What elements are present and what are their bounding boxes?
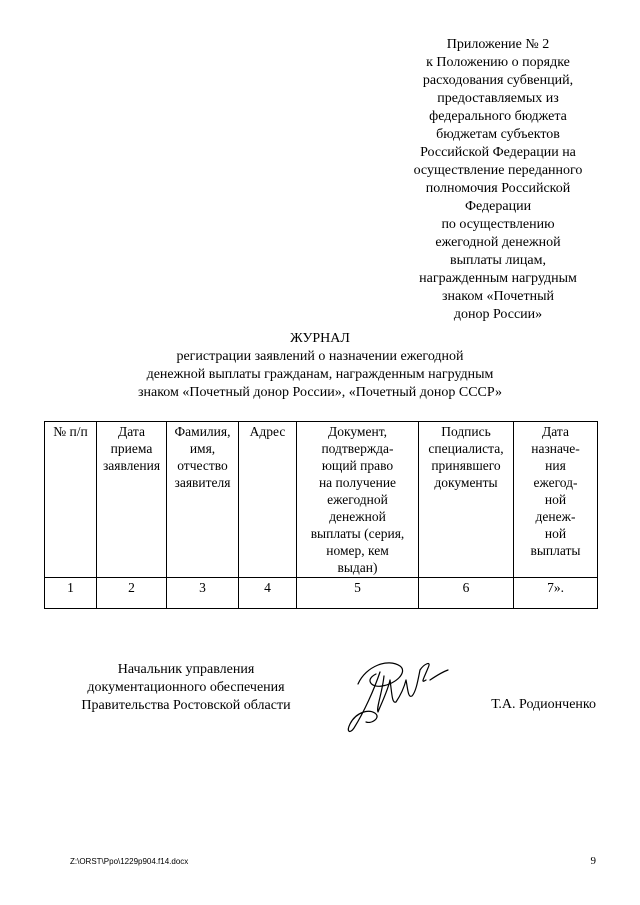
appendix-line: по осуществлению: [441, 217, 555, 232]
column-header-specialist-signature: Подпись специалиста, принявшего документы: [419, 422, 514, 578]
file-path: Z:\ORST\Ppo\1229p904.f14.docx: [70, 857, 189, 866]
appendix-line: предоставляемых из: [437, 91, 559, 106]
table-row: [45, 578, 598, 609]
column-header-document: Документ, подтвержда- ющий право на получение ежегодной денежной выплаты (серия, номер, кем выдан): [297, 422, 419, 578]
journal-subtitle-line: регистрации заявлений о назначении ежегодной: [176, 349, 464, 364]
column-number-cell: 5: [297, 578, 419, 609]
appendix-line: Федерации: [464, 199, 532, 214]
appendix-line: награжденным нагрудным: [419, 271, 577, 286]
signatory-name: Т.А. Родионченко: [491, 697, 596, 712]
journal-title-block: [90, 330, 550, 402]
appendix-line: полномочия Российской: [425, 181, 571, 196]
appendix-header: [398, 36, 598, 324]
signatory-position-line: Правительства Ростовской области: [81, 698, 291, 713]
column-header-address: Адрес: [239, 422, 297, 578]
column-number-cell: 3: [167, 578, 239, 609]
column-header-applicant-name: Фамилия, имя, отчество заявителя: [167, 422, 239, 578]
appendix-line: бюджетам субъектов: [436, 127, 560, 142]
column-number-cell: 4: [239, 578, 297, 609]
appendix-line: осуществление переданного: [413, 163, 583, 178]
signatory-position-line: Начальник управления: [117, 662, 255, 677]
column-number-cell: 1: [45, 578, 97, 609]
appendix-line: ежегодной денежной: [435, 235, 561, 250]
journal-heading: ЖУРНАЛ: [290, 331, 350, 346]
column-number-cell: 7».: [514, 578, 598, 609]
appendix-line: выплаты лицам,: [450, 253, 546, 268]
appendix-line: знаком «Почетный: [442, 289, 554, 304]
journal-subtitle-line: знаком «Почетный донор России», «Почетный донор СССР»: [137, 385, 503, 400]
column-header-date-received: Дата приема заявления: [97, 422, 167, 578]
appendix-line: расходования субвенций,: [422, 73, 574, 88]
page-number: 9: [590, 855, 596, 867]
column-number-cell: 2: [97, 578, 167, 609]
journal-subtitle-line: денежной выплаты гражданам, награжденным нагрудным: [146, 367, 494, 382]
signatory-position: [66, 661, 306, 715]
appendix-line: Приложение № 2: [446, 37, 550, 52]
appendix-line: федерального бюджета: [429, 109, 567, 124]
table-header-row: [45, 422, 598, 578]
column-number-cell: 6: [419, 578, 514, 609]
appendix-line: донор России»: [453, 307, 543, 322]
journal-table: [44, 421, 598, 609]
appendix-line: к Положению о порядке: [426, 55, 570, 70]
handwritten-signature: [336, 650, 456, 740]
signatory-position-line: документационного обеспечения: [87, 680, 285, 695]
column-header-number: № п/п: [45, 422, 97, 578]
appendix-line: Российской Федерации на: [420, 145, 576, 160]
column-header-payment-date: Дата назначе- ния ежегод- ной денеж- ной выплаты: [514, 422, 598, 578]
